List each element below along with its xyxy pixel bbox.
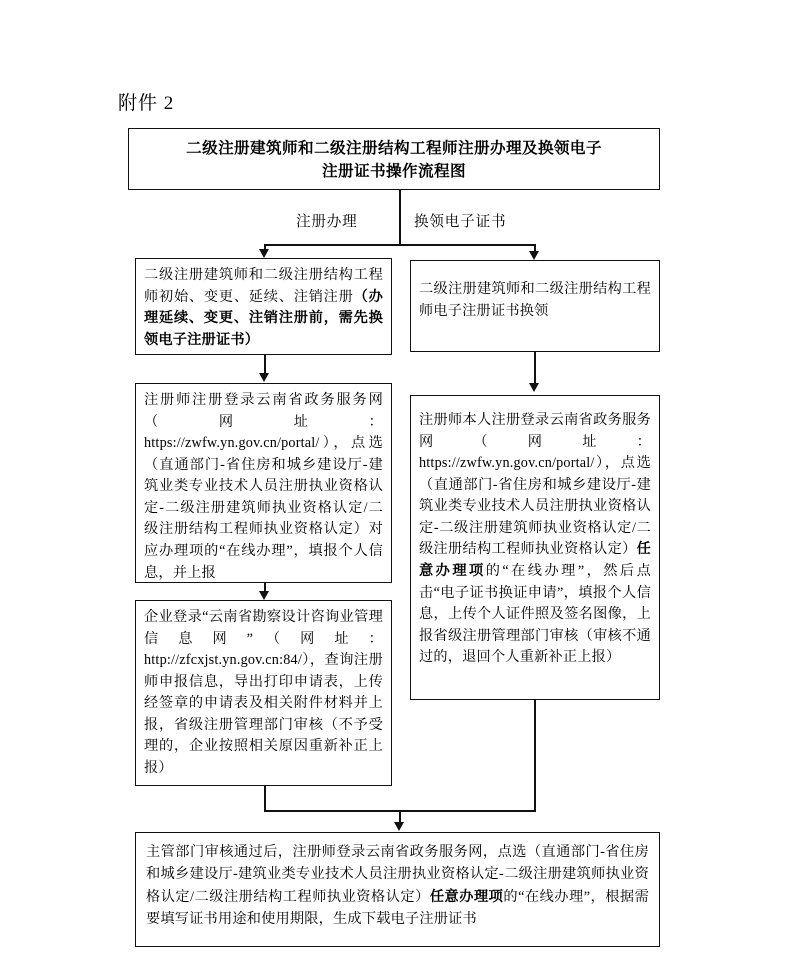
arrow-into-right-step1 <box>529 251 539 260</box>
branch-label-registration: 注册办理 <box>296 214 358 230</box>
right-step-2-box <box>410 395 660 700</box>
title-line-2: 注册证书操作流程图 <box>322 163 466 181</box>
arrow-into-left-step3 <box>259 591 269 600</box>
left-step-1-box <box>135 258 392 355</box>
arrow-into-right-step2 <box>529 383 539 392</box>
left-step-3-text: 企业登录“云南省勘察设计咨询业管理信息网”（网址：http://zfcxjst.yn.gov.cn:84/），查询注册师申报信息，导出打印申请表，上传经签章的申请表及相关附件材料并上报，省级注册管理部门审核（不予受理的，企业按照相关原因重新补正上报） <box>144 609 383 777</box>
right-step-1-text: 二级注册建筑师和二级注册结构工程师电子注册证书换领 <box>419 281 651 319</box>
flowchart-title-box <box>128 128 660 190</box>
bottom-step-bold: 任意办理项 <box>429 888 504 905</box>
attachment-label: 附件 2 <box>118 93 175 114</box>
arrow-into-left-step1 <box>259 249 269 258</box>
flowchart-title-text <box>129 129 659 184</box>
right-step-2-part1: 注册师本人注册登录云南省政务服务网（网址：https://zwfw.yn.gov.cn/portal/），点选（直通部门-省住房和城乡建设厅-建筑业类专业技术人员注册执业资格认定-二级注册建筑师执业资格认定/二级注册结构工程师执业资格认定） <box>419 412 651 558</box>
connector-split-bar <box>264 244 535 246</box>
arrow-into-left-step2 <box>259 373 269 382</box>
right-step-2-part2: 的“在线办理”，然后点击“电子证书换证申请”，填报个人信息，上传个人证件照及签名图像，上报省级注册管理部门审核（审核不通过的，退回个人重新补正上报） <box>419 563 651 666</box>
bottom-step-part1: 主管部门审核通过后，注册师登录云南省政务服务网，点选（直通部门-省住房和城乡建设厅-建筑业类专业技术人员注册执业资格认定-二级注册建筑师执业资格认定/二级注册结构工程师执业资格认定） <box>146 844 649 905</box>
connector-left-merge-drop <box>264 786 266 812</box>
connector-right-1-to-2 <box>534 352 536 384</box>
connector-title-stem <box>399 190 401 245</box>
left-step-1-normal-text: 二级注册建筑师和二级注册结构工程师初始、变更、延续、注销注册 <box>144 267 383 305</box>
left-step-2-text: 注册师注册登录云南省政务服务网（网址：https://zwfw.yn.gov.cn/portal/），点选（直通部门-省住房和城乡建设厅-建筑业类专业技术人员注册执业资格认定-二级注册建筑师执业资格认定/二级注册结构工程师执业资格认定）对应办理项的“在线办理”，填报个人信息，并上报 <box>144 392 383 581</box>
right-step-2-bold: 任意办理项 <box>419 541 651 580</box>
title-line-1: 二级注册建筑师和二级注册结构工程师注册办理及换领电子 <box>186 140 602 157</box>
connector-left-1-to-2 <box>264 355 266 375</box>
arrow-into-bottom-step <box>394 822 404 831</box>
bottom-step-part2: 的“在线办理”，根据需要填写证书用途和使用期限，生成下载电子注册证书 <box>146 888 649 928</box>
left-step-1-text <box>136 259 391 356</box>
left-step-2-box <box>135 383 392 583</box>
bottom-step-text <box>136 833 659 931</box>
left-step-1-bold-text: （办理延续、变更、注销注册前，需先换领电子注册证书） <box>144 288 383 348</box>
branch-label-certificate-exchange: 换领电子证书 <box>414 214 507 230</box>
right-step-1-box <box>410 260 660 352</box>
right-step-2-text <box>411 396 659 674</box>
left-step-3-box <box>135 600 392 786</box>
connector-right-merge-drop <box>534 700 536 812</box>
bottom-step-box <box>135 832 660 947</box>
